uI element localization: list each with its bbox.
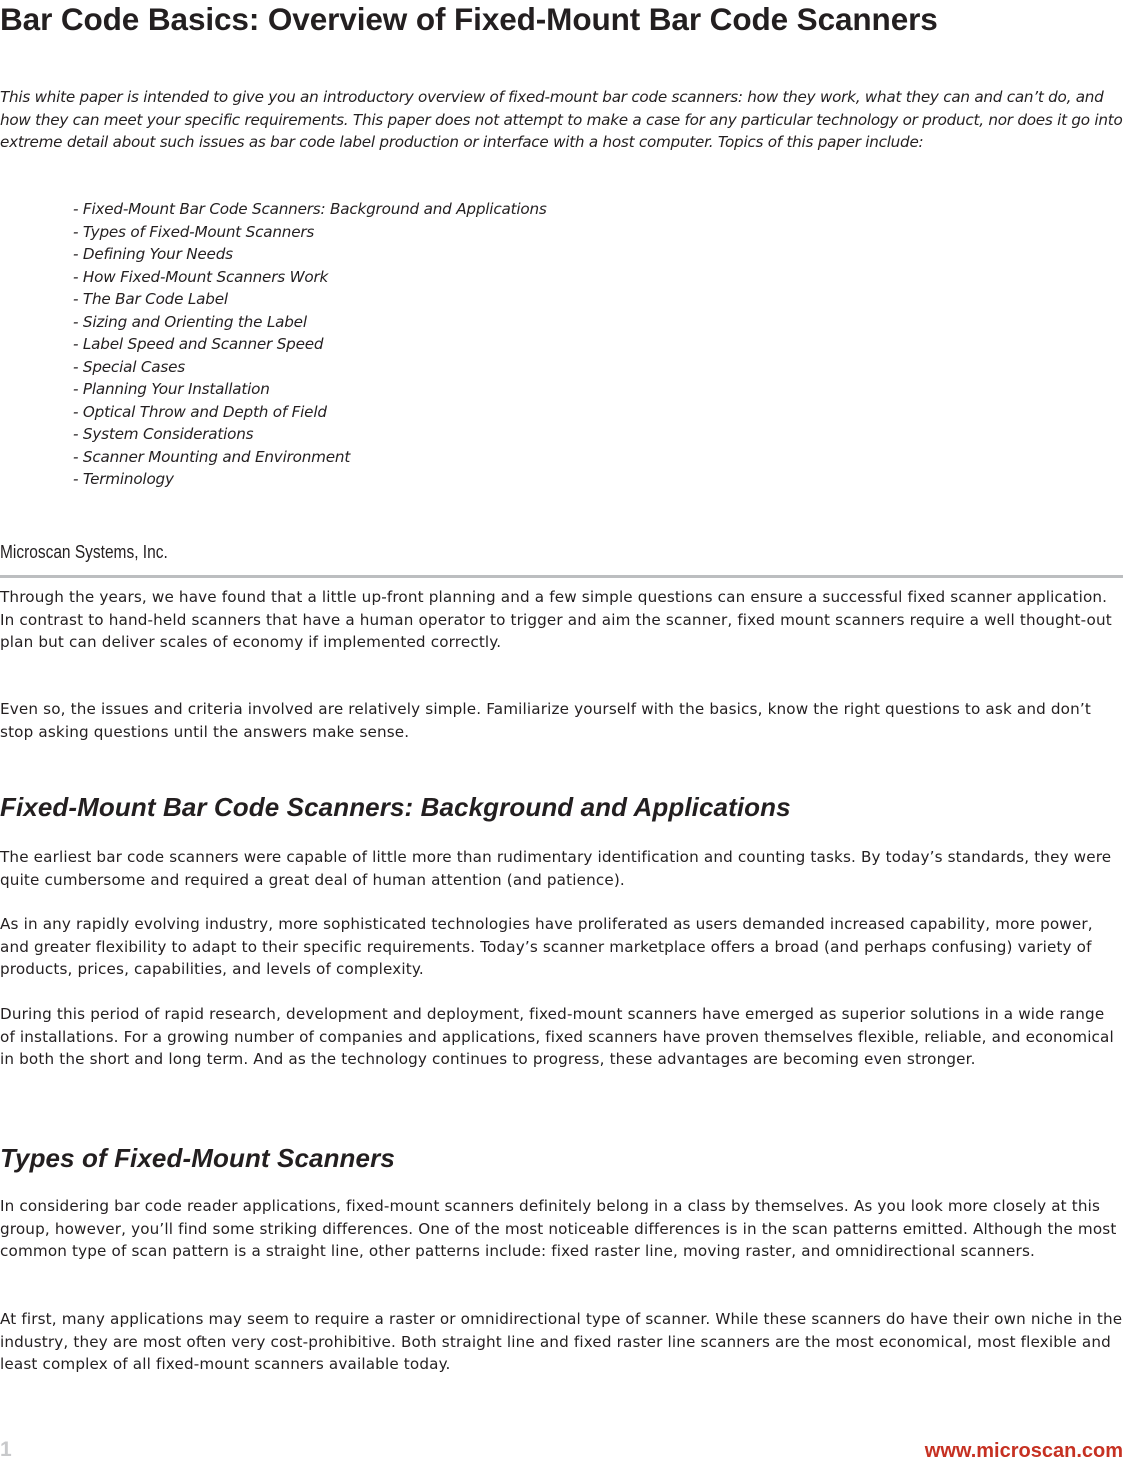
topic-item: - Planning Your Installation — [73, 380, 270, 398]
section-heading-background: Fixed-Mount Bar Code Scanners: Background and Applications — [0, 792, 791, 822]
intro-body-paragraph-2: Even so, the issues and criteria involved are relatively simple. Familiarize yourself with the basics, know the right questions to ask and don’t stop asking questions until the answers make sense. — [0, 700, 1091, 741]
section2-paragraph-1: In considering bar code reader applications, fixed-mount scanners definitely belong in a class by themselves. As you look more closely at this group, however, you’ll find some striking differences. One of the most noticeable differences is in the scan patterns emitted. Although the most common type of scan pattern is a straight line, other patterns include: fixed raster line, moving raster, and omnidirectional scanners. — [0, 1197, 1117, 1261]
topic-item: - Types of Fixed-Mount Scanners — [73, 222, 315, 241]
company-name: Microscan Systems, Inc. — [0, 542, 168, 562]
intro-paragraph: This white paper is intended to give you an introductory overview of fixed-mount bar code scanners: how they work, what they can and can’t do, and how they can meet your specific requirements. This paper does not attempt to make a case for any particular technology or product, nor does it go into extreme detail about such issues as bar code label production or interface with a host computer. Topics of this paper include: — [0, 88, 1123, 152]
horizontal-divider — [0, 575, 1123, 578]
topic-item: - Optical Throw and Depth of Field — [73, 402, 327, 421]
topic-item: - Defining Your Needs — [73, 245, 233, 263]
topic-item: - Sizing and Orienting the Label — [73, 312, 307, 331]
section2-paragraph-2: At first, many applications may seem to require a raster or omnidirectional type of scanner. While these scanners do have their own niche in the industry, they are most often very cost-prohibitive. Both straight line and fixed raster line scanners are the most economical, most flexible and least complex of all fixed-mount scanners available today. — [0, 1310, 1123, 1374]
website-link[interactable]: www.microscan.com — [924, 1440, 1123, 1462]
topic-item: - The Bar Code Label — [73, 290, 228, 308]
topic-item: - Label Speed and Scanner Speed — [73, 335, 324, 353]
topic-item: - Special Cases — [73, 357, 185, 376]
topic-item: - Terminology — [73, 470, 174, 488]
page-title: Bar Code Basics: Overview of Fixed-Mount Bar Code Scanners — [0, 1, 938, 37]
topic-item: - Fixed-Mount Bar Code Scanners: Background and Applications — [73, 200, 547, 218]
section1-paragraph-2: As in any rapidly evolving industry, more sophisticated technologies have proliferated as users demanded increased capability, more power, and greater flexibility to adapt to their specific requirements. Today’s scanner marketplace offers a broad (and perhaps confusing) variety of products, prices, capabilities, and levels of complexity. — [0, 915, 1093, 979]
section-heading-types: Types of Fixed-Mount Scanners — [0, 1143, 395, 1173]
page-number: 1 — [0, 1438, 12, 1461]
topic-item: - Scanner Mounting and Environment — [73, 447, 351, 466]
intro-body-paragraph-1: Through the years, we have found that a little up-front planning and a few simple questions can ensure a successful fixed scanner application. In contrast to hand-held scanners that have a human operator to trigger and aim the scanner, fixed mount scanners require a well thought-out plan but can deliver scales of economy if implemented correctly. — [0, 588, 1112, 652]
topics-list — [73, 198, 547, 491]
section1-paragraph-1: The earliest bar code scanners were capable of little more than rudimentary identification and counting tasks. By today’s standards, they were quite cumbersome and required a great deal of human attention (and patience). — [0, 848, 1112, 889]
topic-item: - How Fixed-Mount Scanners Work — [73, 267, 329, 286]
topic-item: - System Considerations — [73, 425, 254, 443]
section1-paragraph-3: During this period of rapid research, development and deployment, fixed-mount scanners have emerged as superior solutions in a wide range of installations. For a growing number of companies and applications, fixed scanners have proven themselves flexible, reliable, and economical in both the short and long term. And as the technology continues to progress, these advantages are becoming even stronger. — [0, 1005, 1114, 1069]
